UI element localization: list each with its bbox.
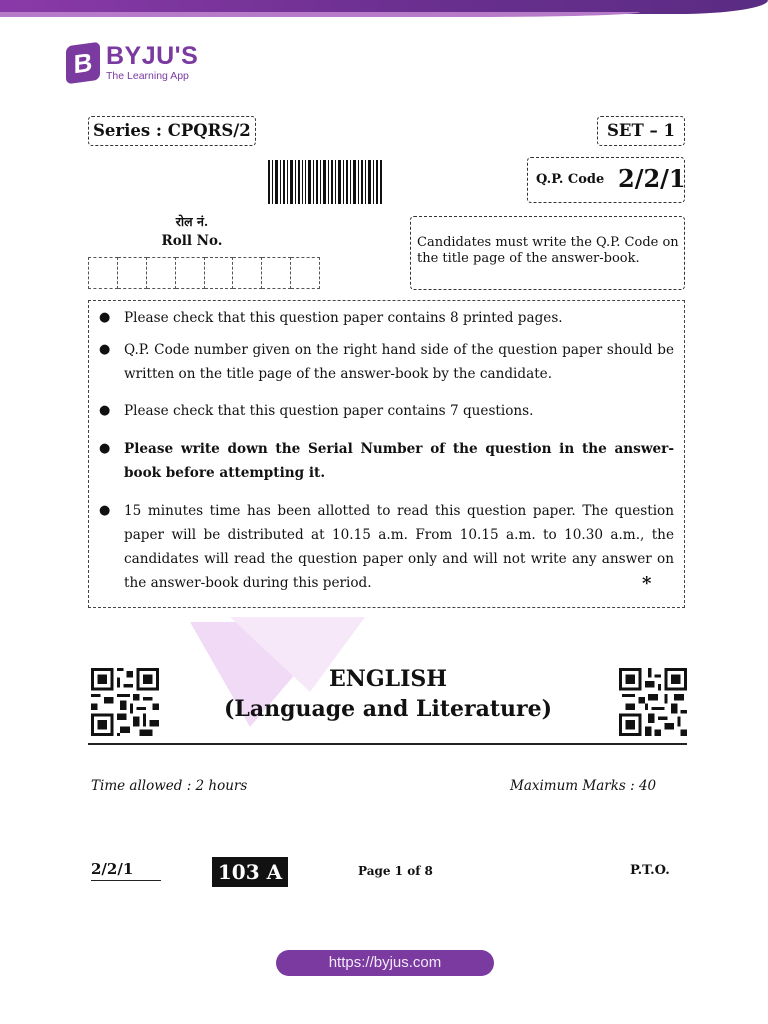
top-banner (0, 0, 768, 22)
roll-no-box (118, 257, 147, 289)
roll-no-box (233, 257, 262, 289)
maximum-marks: Maximum Marks : 40 (510, 778, 657, 794)
paper-code-box: 103 A (212, 857, 288, 887)
roll-no-box (262, 257, 291, 289)
please-turn-over: P.T.O. (630, 863, 670, 878)
qp-code-label: Q.P. Code (536, 172, 605, 187)
series-box: Series : CPQRS/2 (88, 116, 256, 146)
instructions-box: ● Please check that this question paper contains 8 printed pages. ● Q.P. Code number given on the right hand side of the question paper should be written on the title page of the answer-book by the candidate. ● Please check that this question paper contains 7 questions. ● Please write down the Serial Number of the question in the answer-book before attempting it. ● 15 minutes time has been allotted to read this question paper. The question paper will be distributed at 10.15 a.m. From 10.15 a.m. to 10.30 a.m., the candidates will read the question paper only and will not write any answer on the answer-book during this period. * (88, 300, 685, 608)
asterisk-mark: * (642, 573, 652, 594)
roll-no-label: Roll No. (161, 233, 223, 249)
bullet-icon: ● (99, 403, 111, 418)
brand-tagline: The Learning App (106, 70, 189, 82)
bullet-icon: ● (99, 503, 111, 518)
byjus-logo (66, 44, 216, 86)
candidates-note: Candidates must write the Q.P. Code on the title page of the answer-book. (410, 216, 685, 290)
qr-code-icon (619, 668, 687, 736)
bullet-icon: ● (99, 342, 111, 357)
footer-code: 2/2/1 (91, 860, 161, 881)
time-allowed: Time allowed : 2 hours (91, 778, 248, 794)
barcode-icon (268, 160, 382, 204)
qp-code-box (527, 157, 685, 203)
page-number: Page 1 of 8 (358, 864, 433, 878)
qr-code-icon (91, 668, 159, 736)
logo-mark: B (66, 42, 100, 85)
roll-no-grid (88, 257, 320, 289)
website-link[interactable]: https://byjus.com (276, 950, 494, 976)
roll-no-hindi: रोल नं. (175, 214, 209, 229)
brand-name: BYJU'S (106, 42, 199, 70)
roll-no-box (147, 257, 176, 289)
subject-title: ENGLISH (328, 666, 448, 692)
bullet-icon: ● (99, 441, 111, 456)
roll-no-box (88, 257, 118, 289)
bullet-icon: ● (99, 310, 111, 325)
roll-no-box (176, 257, 205, 289)
roll-no-box (205, 257, 234, 289)
title-divider (88, 743, 687, 745)
subject-subtitle: (Language and Literature) (223, 696, 553, 722)
qp-code-value: 2/2/1 (618, 164, 686, 193)
roll-no-box (291, 257, 320, 289)
set-box: SET – 1 (597, 116, 685, 146)
